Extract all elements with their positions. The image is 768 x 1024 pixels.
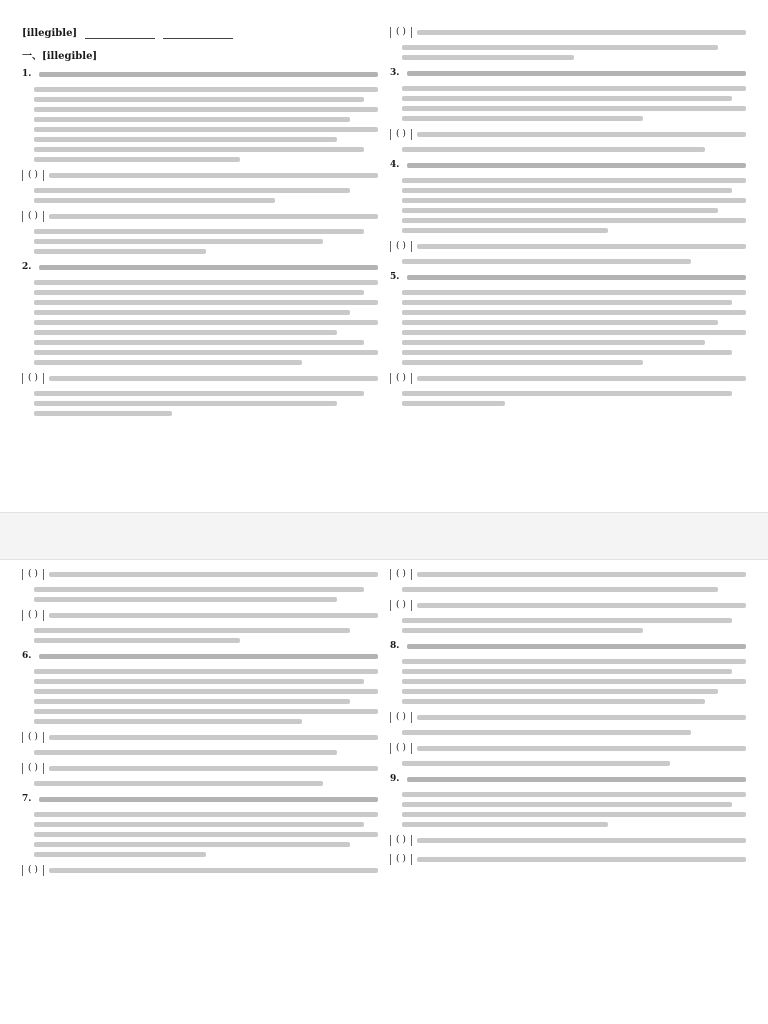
text-line — [402, 178, 746, 183]
question-title-line — [39, 72, 378, 77]
text-line — [34, 781, 323, 786]
text-line — [34, 842, 350, 847]
text-line — [49, 173, 378, 178]
question-number: 6. — [22, 651, 32, 661]
question-number: 3. — [390, 68, 400, 78]
sub-question — [390, 568, 746, 580]
question-number: 4. — [390, 160, 400, 170]
passage — [22, 812, 378, 857]
sub-question — [22, 609, 378, 621]
text-line — [49, 572, 378, 577]
passage — [390, 86, 746, 121]
text-line — [417, 132, 746, 137]
options — [390, 730, 746, 735]
question-header — [390, 773, 746, 785]
text-line — [402, 812, 746, 817]
question-header — [390, 159, 746, 171]
question-title-line — [407, 163, 746, 168]
text-line — [402, 730, 691, 735]
sub-question — [22, 169, 378, 181]
text-line — [402, 106, 746, 111]
page-break — [0, 512, 768, 560]
text-line — [49, 214, 378, 219]
options — [390, 587, 746, 592]
text-line — [34, 669, 378, 674]
text-line — [402, 822, 608, 827]
question-title-line — [407, 71, 746, 76]
answer-slot[interactable]: ( ) — [390, 743, 412, 754]
question-header — [390, 640, 746, 652]
options — [22, 229, 378, 254]
text-line — [402, 228, 608, 233]
text-line — [49, 766, 378, 771]
answer-slot[interactable]: ( ) — [390, 241, 412, 252]
passage — [22, 87, 378, 162]
answer-slot[interactable]: ( ) — [22, 211, 44, 222]
answer-slot[interactable]: ( ) — [22, 763, 44, 774]
text-line — [49, 868, 378, 873]
sub-question — [390, 128, 746, 140]
answer-slot[interactable]: ( ) — [390, 712, 412, 723]
section-heading: 一、[illegible] — [22, 51, 98, 61]
sub-question — [390, 26, 746, 38]
sub-question — [390, 834, 746, 846]
text-line — [402, 188, 732, 193]
text-line — [34, 411, 172, 416]
answer-slot[interactable]: ( ) — [390, 129, 412, 140]
text-line — [34, 391, 364, 396]
question-header — [390, 67, 746, 79]
text-line — [402, 259, 691, 264]
question-title-line — [39, 265, 378, 270]
text-line — [34, 87, 378, 92]
text-line — [49, 735, 378, 740]
document-header-text: [illegible] — [22, 27, 78, 39]
text-line — [402, 320, 718, 325]
text-line — [417, 603, 746, 608]
text-line — [34, 188, 350, 193]
text-line — [34, 689, 378, 694]
text-line — [34, 350, 378, 355]
options — [390, 618, 746, 633]
text-line — [402, 802, 732, 807]
text-line — [402, 86, 746, 91]
question-number: 7. — [22, 794, 32, 804]
answer-slot[interactable]: ( ) — [390, 854, 412, 865]
text-line — [402, 96, 732, 101]
sub-question — [390, 853, 746, 865]
answer-slot[interactable]: ( ) — [390, 373, 412, 384]
question-header — [22, 68, 378, 80]
sub-question — [390, 599, 746, 611]
text-line — [34, 330, 337, 335]
text-line — [34, 750, 337, 755]
sub-question — [22, 372, 378, 384]
sub-question — [22, 210, 378, 222]
text-line — [34, 340, 364, 345]
options — [390, 761, 746, 766]
question-number: 1. — [22, 69, 32, 79]
document-header — [22, 26, 378, 40]
options — [390, 45, 746, 60]
text-line — [417, 857, 746, 862]
name-blank — [85, 28, 155, 39]
passage — [390, 659, 746, 704]
text-line — [417, 30, 746, 35]
text-line — [402, 618, 732, 623]
text-line — [34, 709, 378, 714]
options — [22, 188, 378, 203]
question-header — [22, 261, 378, 273]
answer-slot[interactable]: ( ) — [390, 600, 412, 611]
text-line — [402, 147, 705, 152]
text-line — [402, 587, 718, 592]
question-title-line — [407, 644, 746, 649]
text-line — [402, 340, 705, 345]
text-line — [402, 679, 746, 684]
text-line — [402, 198, 746, 203]
text-line — [34, 147, 364, 152]
sub-question — [390, 240, 746, 252]
page-bottom-left-column — [22, 568, 378, 1020]
options — [390, 391, 746, 406]
text-line — [417, 746, 746, 751]
page-top-left-column — [22, 26, 378, 502]
sub-question — [22, 568, 378, 580]
text-line — [402, 699, 705, 704]
text-line — [417, 572, 746, 577]
text-line — [34, 597, 337, 602]
text-line — [402, 290, 746, 295]
text-line — [402, 689, 718, 694]
text-line — [34, 127, 378, 132]
passage — [390, 178, 746, 233]
answer-slot[interactable]: ( ) — [22, 170, 44, 181]
question-header — [390, 271, 746, 283]
text-line — [49, 613, 378, 618]
text-line — [402, 300, 732, 305]
text-line — [34, 157, 240, 162]
answer-slot[interactable]: ( ) — [22, 865, 44, 876]
page-top-right-column — [390, 26, 746, 502]
answer-slot[interactable]: ( ) — [390, 835, 412, 846]
sub-question — [22, 731, 378, 743]
text-line — [402, 401, 505, 406]
question-number: 2. — [22, 262, 32, 272]
passage — [22, 280, 378, 365]
text-line — [34, 280, 378, 285]
question-title-line — [407, 275, 746, 280]
answer-slot[interactable]: ( ) — [22, 732, 44, 743]
text-line — [34, 812, 378, 817]
question-title-line — [39, 654, 378, 659]
text-line — [402, 628, 643, 633]
text-line — [34, 117, 350, 122]
question-header — [22, 650, 378, 662]
text-line — [34, 300, 378, 305]
text-line — [34, 198, 275, 203]
text-line — [34, 249, 206, 254]
answer-slot[interactable]: ( ) — [390, 569, 412, 580]
answer-slot[interactable]: ( ) — [22, 373, 44, 384]
text-line — [402, 391, 732, 396]
text-line — [417, 376, 746, 381]
text-line — [402, 792, 746, 797]
text-line — [417, 244, 746, 249]
passage — [390, 290, 746, 365]
text-line — [34, 97, 364, 102]
page-top — [22, 26, 746, 502]
text-line — [34, 107, 378, 112]
text-line — [402, 659, 746, 664]
text-line — [402, 761, 670, 766]
text-line — [34, 360, 302, 365]
text-line — [402, 360, 643, 365]
text-line — [34, 401, 337, 406]
sub-question — [22, 762, 378, 774]
question-number: 5. — [390, 272, 400, 282]
text-line — [34, 699, 350, 704]
text-line — [34, 638, 240, 643]
text-line — [402, 350, 732, 355]
question-title-line — [407, 777, 746, 782]
sub-question — [390, 372, 746, 384]
text-line — [402, 218, 746, 223]
text-line — [49, 376, 378, 381]
text-line — [417, 838, 746, 843]
options — [22, 391, 378, 416]
page-bottom — [22, 568, 746, 1020]
text-line — [402, 310, 746, 315]
text-line — [402, 45, 718, 50]
question-header — [22, 793, 378, 805]
text-line — [34, 822, 364, 827]
sub-question — [22, 864, 378, 876]
text-line — [34, 290, 364, 295]
answer-slot[interactable]: ( ) — [22, 610, 44, 621]
text-line — [34, 310, 350, 315]
passage — [390, 792, 746, 827]
text-line — [402, 116, 643, 121]
question-number: 8. — [390, 641, 400, 651]
page-bottom-right-column — [390, 568, 746, 1020]
text-line — [402, 669, 732, 674]
text-line — [402, 330, 746, 335]
sub-question — [390, 742, 746, 754]
text-line — [34, 852, 206, 857]
answer-slot[interactable]: ( ) — [22, 569, 44, 580]
text-line — [417, 715, 746, 720]
options — [22, 587, 378, 602]
text-line — [402, 208, 718, 213]
text-line — [34, 320, 378, 325]
seat-blank — [163, 28, 233, 39]
text-line — [402, 55, 574, 60]
text-line — [34, 239, 323, 244]
options — [22, 628, 378, 643]
text-line — [34, 137, 337, 142]
text-line — [34, 679, 364, 684]
text-line — [34, 587, 364, 592]
question-number: 9. — [390, 774, 400, 784]
answer-slot[interactable]: ( ) — [390, 27, 412, 38]
sub-question — [390, 711, 746, 723]
options — [390, 259, 746, 264]
text-line — [34, 229, 364, 234]
options — [22, 750, 378, 755]
passage — [22, 669, 378, 724]
options — [390, 147, 746, 152]
text-line — [34, 832, 378, 837]
text-line — [34, 719, 302, 724]
question-title-line — [39, 797, 378, 802]
options — [22, 781, 378, 786]
text-line — [34, 628, 350, 633]
